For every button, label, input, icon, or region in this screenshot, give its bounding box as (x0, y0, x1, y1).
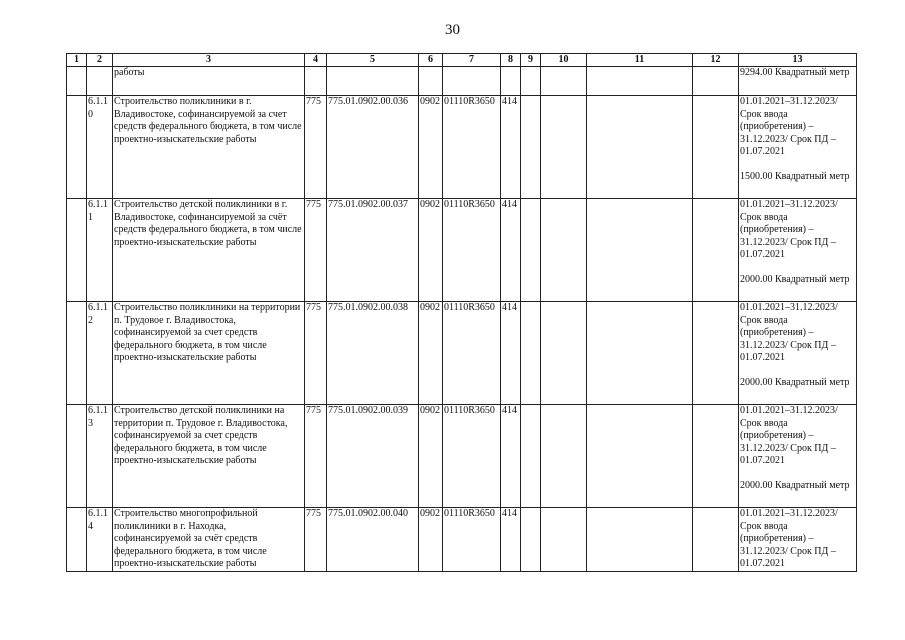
cell (67, 67, 87, 96)
cell-code: 775 (305, 199, 327, 302)
schedule-text: 01.01.2021–31.12.2023/ Срок ввода (приобретения) – 31.12.2023/ Срок ПД – 01.07.2021 (740, 302, 838, 364)
col-header: 7 (443, 54, 501, 67)
cell-section: 0902 (419, 199, 443, 302)
schedule-text: 01.01.2021–31.12.2023/ Срок ввода (приобретения) – 31.12.2023/ Срок ПД – 01.07.2021 (740, 96, 838, 158)
cell (541, 199, 587, 302)
cell (541, 96, 587, 199)
cell-object-code: 775.01.0902.00.036 (327, 96, 419, 199)
cell-item-number: 6.1.12 (87, 302, 113, 405)
cell (693, 199, 739, 302)
cell (67, 96, 87, 199)
col-header: 5 (327, 54, 419, 67)
cell (87, 67, 113, 96)
cell (693, 302, 739, 405)
cell-target-article: 01110R3650 (443, 199, 501, 302)
page-number: 30 (445, 22, 460, 38)
cell (443, 67, 501, 96)
cell-expense-type: 414 (501, 508, 521, 572)
cell (587, 302, 693, 405)
cell (67, 199, 87, 302)
col-header: 13 (739, 54, 857, 67)
cell-name: Строительство детской поликлиники на территории п. Трудовое г. Владивостока, софинансируемой за счет средств федерального бюджета, в том числе проектно-изыскательские работы (113, 405, 305, 508)
cell-object-code: 775.01.0902.00.040 (327, 508, 419, 572)
cell (521, 508, 541, 572)
cell-capacity: 9294.00 Квадратный метр (739, 67, 857, 96)
cell-object-code: 775.01.0902.00.039 (327, 405, 419, 508)
cell-expense-type: 414 (501, 405, 521, 508)
cell (67, 405, 87, 508)
cell (305, 67, 327, 96)
cell-item-number: 6.1.14 (87, 508, 113, 572)
cell (521, 302, 541, 405)
cell (521, 405, 541, 508)
cell-section: 0902 (419, 405, 443, 508)
cell-code: 775 (305, 96, 327, 199)
cell (693, 96, 739, 199)
cell-code: 775 (305, 302, 327, 405)
cell (541, 405, 587, 508)
cell-target-article: 01110R3650 (443, 508, 501, 572)
cell-item-number: 6.1.11 (87, 199, 113, 302)
schedule-text: 01.01.2021–31.12.2023/ Срок ввода (приобретения) – 31.12.2023/ Срок ПД – 01.07.2021 (740, 199, 838, 261)
col-header: 12 (693, 54, 739, 67)
cell-name: Строительство поликлиники на территории п. Трудовое г. Владивостока, софинансируемой за счет средств федерального бюджета, в том числе проектно-изыскательские работы (113, 302, 305, 405)
table-row (67, 302, 857, 405)
cell-section: 0902 (419, 96, 443, 199)
cell (521, 199, 541, 302)
table-row (67, 405, 857, 508)
cell (693, 67, 739, 96)
cell-name: Строительство многопрофильной поликлиники в г. Находка, софинансируемой за счёт средств федерального бюджета, в том числе проектно-изыскательские работы (113, 508, 305, 572)
cell (327, 67, 419, 96)
cell-section: 0902 (419, 508, 443, 572)
col-header: 6 (419, 54, 443, 67)
cell-code: 775 (305, 508, 327, 572)
table-row (67, 199, 857, 302)
col-header: 10 (541, 54, 587, 67)
cell (541, 67, 587, 96)
cell-target-article: 01110R3650 (443, 405, 501, 508)
col-header: 2 (87, 54, 113, 67)
capacity-text: 2000.00 Квадратный метр (740, 376, 850, 388)
cell-target-article: 01110R3650 (443, 96, 501, 199)
cell (501, 67, 521, 96)
col-header: 3 (113, 54, 305, 67)
cell (541, 508, 587, 572)
capacity-text: 2000.00 Квадратный метр (740, 479, 850, 491)
col-header: 8 (501, 54, 521, 67)
cell (693, 405, 739, 508)
col-header: 11 (587, 54, 693, 67)
table-row (67, 508, 857, 572)
cell (587, 67, 693, 96)
cell-expense-type: 414 (501, 96, 521, 199)
schedule-text: 01.01.2021–31.12.2023/ Срок ввода (приобретения) – 31.12.2023/ Срок ПД – 01.07.2021 (740, 405, 838, 467)
cell-target-article: 01110R3650 (443, 302, 501, 405)
cell (587, 199, 693, 302)
cell-code: 775 (305, 405, 327, 508)
cell (541, 302, 587, 405)
capacity-text: 1500.00 Квадратный метр (740, 170, 850, 182)
cell-name: Строительство детской поликлиники в г. Владивостоке, софинансируемой за счёт средств федерального бюджета, в том числе проектно-изыскательские работы (113, 199, 305, 302)
cell-schedule (739, 199, 857, 302)
col-header: 1 (67, 54, 87, 67)
cell (419, 67, 443, 96)
schedule-text: 01.01.2021–31.12.2023/ Срок ввода (приобретения) – 31.12.2023/ Срок ПД – 01.07.2021 (740, 508, 838, 570)
cell-item-number: 6.1.10 (87, 96, 113, 199)
cell (587, 405, 693, 508)
header-row (67, 54, 857, 67)
capacity-text: 2000.00 Квадратный метр (740, 273, 850, 285)
cell-schedule (739, 508, 857, 572)
cell-object-code: 775.01.0902.00.038 (327, 302, 419, 405)
cell-schedule (739, 96, 857, 199)
cell (587, 508, 693, 572)
cell-schedule (739, 405, 857, 508)
carry-over-row (67, 67, 857, 96)
col-header: 4 (305, 54, 327, 67)
cell-item-number: 6.1.13 (87, 405, 113, 508)
cell-section: 0902 (419, 302, 443, 405)
cell-expense-type: 414 (501, 302, 521, 405)
cell (693, 508, 739, 572)
cell-object-code: 775.01.0902.00.037 (327, 199, 419, 302)
col-header: 9 (521, 54, 541, 67)
cell-schedule (739, 302, 857, 405)
cell (521, 67, 541, 96)
cell (67, 508, 87, 572)
cell (587, 96, 693, 199)
cell (521, 96, 541, 199)
cell (67, 302, 87, 405)
cell-expense-type: 414 (501, 199, 521, 302)
table-row (67, 96, 857, 199)
program-table (66, 53, 857, 572)
cell-name: Строительство поликлиники в г. Владивостоке, софинансируемой за счет средств федерального бюджета, в том числе проектно-изыскательские работы (113, 96, 305, 199)
cell-name: работы (113, 67, 305, 96)
